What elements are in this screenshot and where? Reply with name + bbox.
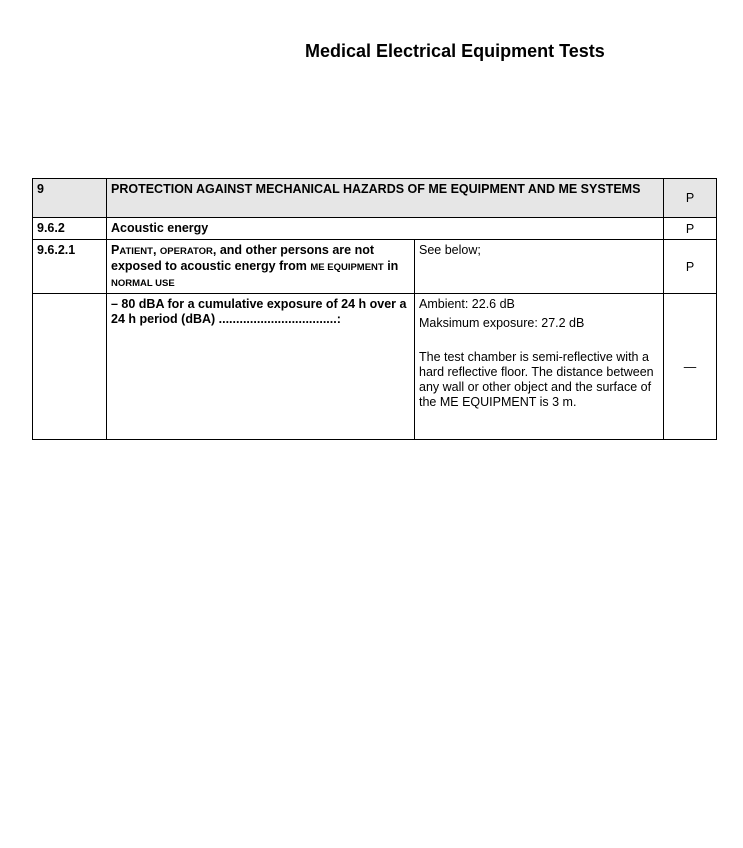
result-cell: See below;	[415, 240, 664, 294]
requirement-text: in	[383, 259, 399, 273]
verdict-cell: —	[664, 294, 717, 440]
clause-cell: 9.6.2	[33, 218, 107, 240]
table-row	[33, 179, 717, 218]
result-cell	[415, 294, 664, 440]
ambient-result: Ambient: 22.6 dB	[419, 297, 515, 311]
requirement-cell	[107, 240, 415, 294]
requirement-cell: Acoustic energy	[107, 218, 664, 240]
test-chamber-note: The test chamber is semi-reflective with a hard reflective floor. The distance between any wall or other object and the surface of the ME EQUIPMENT is 3 m.	[419, 350, 654, 409]
test-results-table	[32, 178, 717, 440]
me-equipment-term: ME EQUIPMENT	[310, 262, 384, 273]
requirement-cell: – 80 dBA for a cumulative exposure of 24 h over a 24 h period (dBA) ..................................:	[107, 294, 415, 440]
normal-use-term: NORMAL USE	[111, 278, 175, 289]
table-row	[33, 218, 717, 240]
requirement-text: , and other persons are not exposed to acoustic energy from	[111, 243, 375, 273]
clause-cell: 9	[33, 179, 107, 218]
requirement-cell: PROTECTION AGAINST MECHANICAL HAZARDS OF ME EQUIPMENT AND ME SYSTEMS	[107, 179, 664, 218]
clause-cell: 9.6.2.1	[33, 240, 107, 294]
max-exposure-result: Maksimum exposure: 27.2 dB	[419, 316, 585, 330]
patient-term-rest: ATIENT	[119, 246, 153, 257]
clause-cell	[33, 294, 107, 440]
patient-term-initial: P	[111, 243, 120, 257]
verdict-cell: P	[664, 179, 717, 218]
verdict-cell: P	[664, 218, 717, 240]
verdict-cell: P	[664, 240, 717, 294]
table-row	[33, 240, 717, 294]
table-row	[33, 294, 717, 440]
document-title: Medical Electrical Equipment Tests	[305, 41, 605, 61]
requirement-separator: ,	[152, 243, 160, 257]
operator-term: OPERATOR	[159, 246, 213, 257]
